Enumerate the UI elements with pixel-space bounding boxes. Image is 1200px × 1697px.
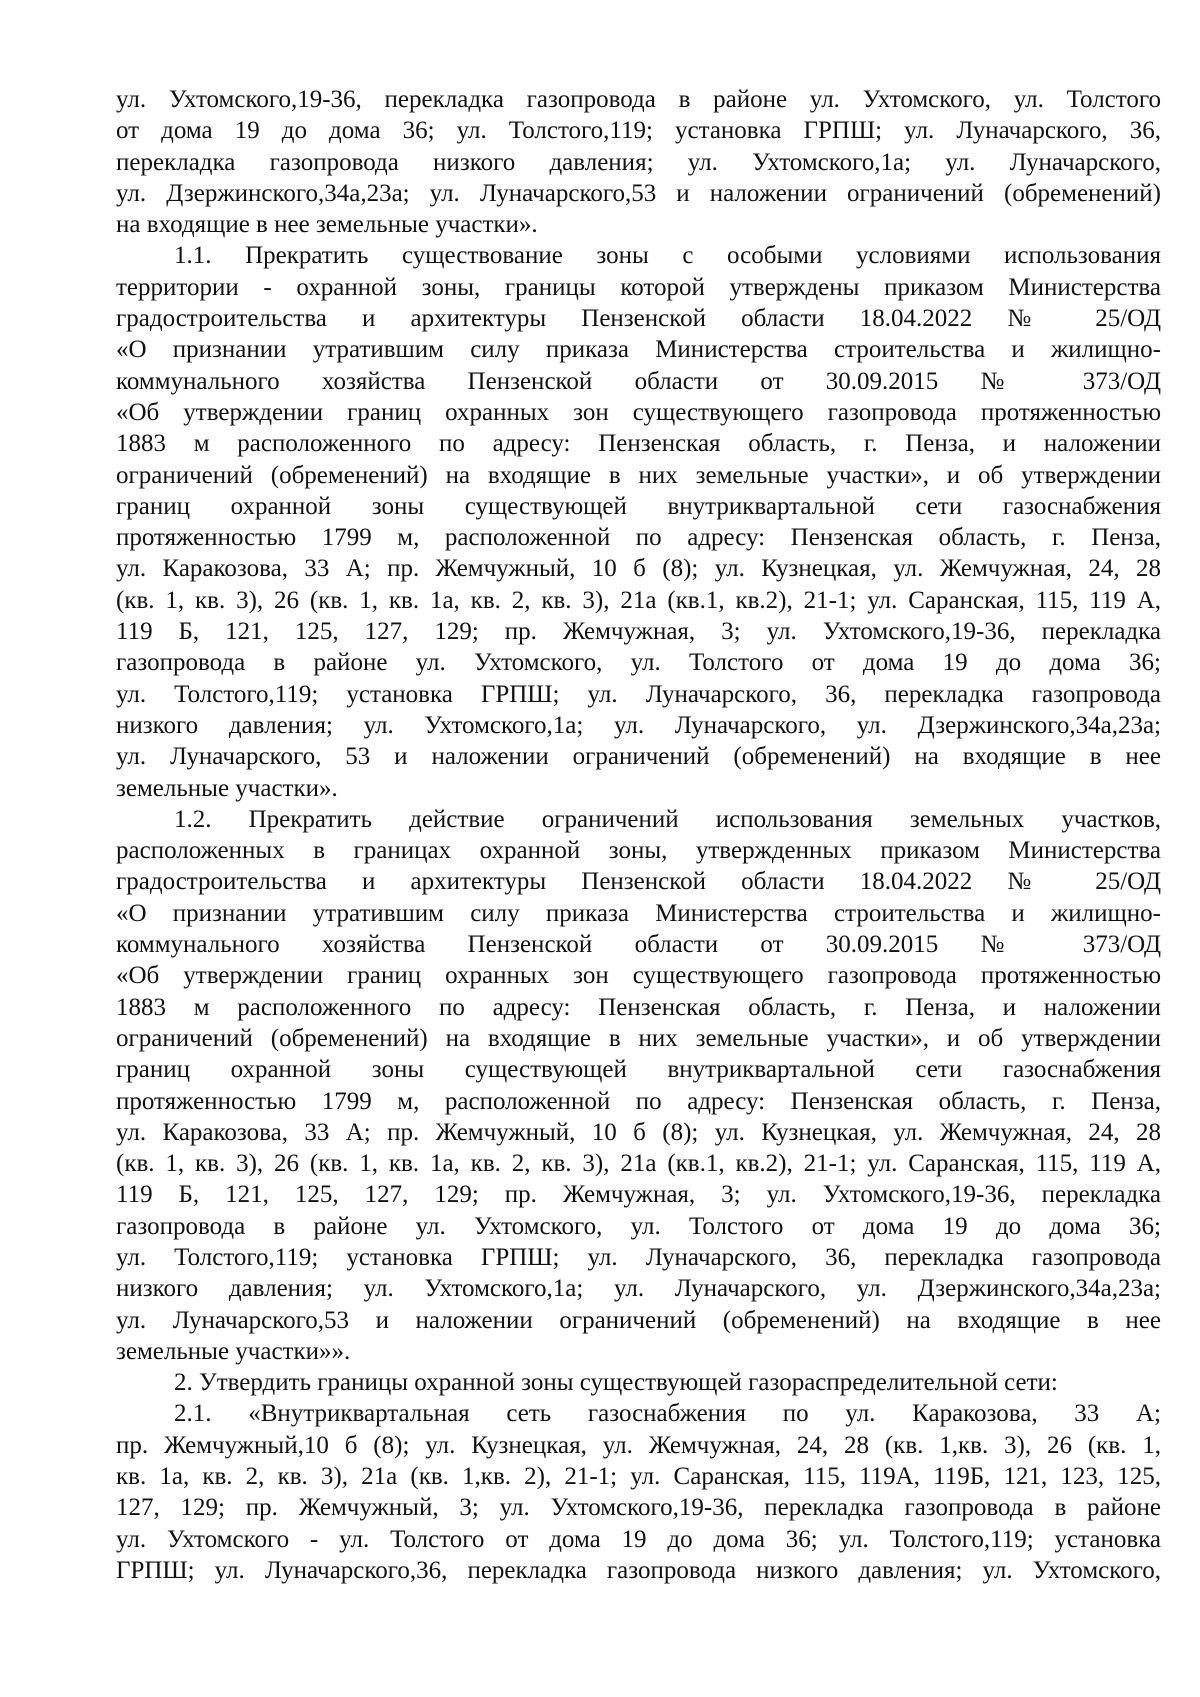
text-line: границ охранной зоны существующей внутриквартальной сети газоснабжения xyxy=(116,492,1161,520)
text-line: ул. Дзержинского,34а,23а; ул. Луначарского,53 и наложении ограничений (обременений) xyxy=(116,179,1161,207)
text-line: 119 Б, 121, 125, 127, 129; пр. Жемчужная, 3; ул. Ухтомского,19-36, перекладка xyxy=(116,1181,1161,1209)
text-line: на входящие в нее земельные участки». xyxy=(116,211,538,239)
text-line: ГРПШ; ул. Луначарского,36, перекладка газопровода низкого давления; ул. Ухтомского, xyxy=(116,1556,1161,1584)
text-line: коммунального хозяйства Пензенской области от 30.09.2015 № 373/ОД xyxy=(116,931,1161,959)
document-page xyxy=(116,84,1161,1586)
text-line: «Об утверждении границ охранных зон существующего газопровода протяженностью xyxy=(116,398,1161,426)
text-line: газопровода в районе ул. Ухтомского, ул. Толстого от дома 19 до дома 36; xyxy=(116,649,1161,677)
text-line: ул. Каракозова, 33 А; пр. Жемчужный, 10 б (8); ул. Кузнецкая, ул. Жемчужная, 24, 28 xyxy=(116,555,1161,583)
text-line: ул. Каракозова, 33 А; пр. Жемчужный, 10 б (8); ул. Кузнецкая, ул. Жемчужная, 24, 28 xyxy=(116,1118,1161,1146)
text-line: газопровода в районе ул. Ухтомского, ул. Толстого от дома 19 до дома 36; xyxy=(116,1212,1161,1240)
text-line: ул. Луначарского, 53 и наложении ограничений (обременений) на входящие в нее xyxy=(116,743,1161,771)
text-line: ул. Толстого,119; установка ГРПШ; ул. Луначарского, 36, перекладка газопровода xyxy=(116,1243,1161,1271)
text-line: протяженностью 1799 м, расположенной по адресу: Пензенская область, г. Пенза, xyxy=(116,1087,1161,1115)
text-line: земельные участки»». xyxy=(116,1337,351,1365)
text-line: кв. 1а, кв. 2, кв. 3), 21а (кв. 1,кв. 2), 21-1; ул. Саранская, 115, 119А, 119Б, 121, 123, 125, xyxy=(116,1463,1161,1491)
text-line: 119 Б, 121, 125, 127, 129; пр. Жемчужная, 3; ул. Ухтомского,19-36, перекладка xyxy=(116,618,1161,646)
text-line: низкого давления; ул. Ухтомского,1а; ул. Луначарского, ул. Дзержинского,34а,23а; xyxy=(116,711,1161,739)
text-line: (кв. 1, кв. 3), 26 (кв. 1, кв. 1а, кв. 2, кв. 3), 21а (кв.1, кв.2), 21-1; ул. Саранская, 115, 119 А, xyxy=(116,1150,1161,1178)
text-line: «О признании утратившим силу приказа Министерства строительства и жилищно- xyxy=(116,899,1161,927)
text-line: от дома 19 до дома 36; ул. Толстого,119; установка ГРПШ; ул. Луначарского, 36, xyxy=(116,117,1161,145)
text-line: 1883 м расположенного по адресу: Пензенская область, г. Пенза, и наложении xyxy=(116,430,1161,458)
text-line: ограничений (обременений) на входящие в них земельные участки», и об утверждении xyxy=(116,1024,1161,1052)
text-line: 1.1. Прекратить существование зоны с особыми условиями использования xyxy=(174,242,1161,270)
text-line: ул. Ухтомского - ул. Толстого от дома 19 до дома 36; ул. Толстого,119; установка xyxy=(116,1525,1161,1553)
text-line: 2. Утвердить границы охранной зоны существующей газораспределительной сети: xyxy=(174,1369,1058,1397)
text-line: территории - охранной зоны, границы которой утверждены приказом Министерства xyxy=(116,273,1161,301)
text-line: перекладка газопровода низкого давления; ул. Ухтомского,1а; ул. Луначарского, xyxy=(116,148,1161,176)
text-line: ограничений (обременений) на входящие в них земельные участки», и об утверждении xyxy=(116,461,1161,489)
text-line: градостроительства и архитектуры Пензенской области 18.04.2022 № 25/ОД xyxy=(116,305,1161,333)
text-line: коммунального хозяйства Пензенской области от 30.09.2015 № 373/ОД xyxy=(116,367,1161,395)
text-line: ул. Луначарского,53 и наложении ограничений (обременений) на входящие в нее xyxy=(116,1306,1161,1334)
text-line: градостроительства и архитектуры Пензенской области 18.04.2022 № 25/ОД xyxy=(116,868,1161,896)
text-line: низкого давления; ул. Ухтомского,1а; ул. Луначарского, ул. Дзержинского,34а,23а; xyxy=(116,1275,1161,1303)
text-line: земельные участки». xyxy=(116,774,338,802)
text-line: «Об утверждении границ охранных зон существующего газопровода протяженностью xyxy=(116,962,1161,990)
text-line: расположенных в границах охранной зоны, утвержденных приказом Министерства xyxy=(116,837,1161,865)
text-line: 1.2. Прекратить действие ограничений использования земельных участков, xyxy=(174,805,1161,833)
text-line: границ охранной зоны существующей внутриквартальной сети газоснабжения xyxy=(116,1056,1161,1084)
text-line: пр. Жемчужный,10 б (8); ул. Кузнецкая, ул. Жемчужная, 24, 28 (кв. 1,кв. 3), 26 (кв. 1, xyxy=(116,1431,1161,1459)
text-line: (кв. 1, кв. 3), 26 (кв. 1, кв. 1а, кв. 2, кв. 3), 21а (кв.1, кв.2), 21-1; ул. Саранская, 115, 119 А, xyxy=(116,586,1161,614)
text-line: 2.1. «Внутриквартальная сеть газоснабжения по ул. Каракозова, 33 А; xyxy=(174,1400,1161,1428)
text-line: 127, 129; пр. Жемчужный, 3; ул. Ухтомского,19-36, перекладка газопровода в районе xyxy=(116,1494,1161,1522)
text-line: 1883 м расположенного по адресу: Пензенская область, г. Пенза, и наложении xyxy=(116,993,1161,1021)
text-line: «О признании утратившим силу приказа Министерства строительства и жилищно- xyxy=(116,336,1161,364)
text-line: ул. Ухтомского,19-36, перекладка газопровода в районе ул. Ухтомского, ул. Толстого xyxy=(116,86,1161,113)
text-line: ул. Толстого,119; установка ГРПШ; ул. Луначарского, 36, перекладка газопровода xyxy=(116,680,1161,708)
text-line: протяженностью 1799 м, расположенной по адресу: Пензенская область, г. Пенза, xyxy=(116,524,1161,552)
